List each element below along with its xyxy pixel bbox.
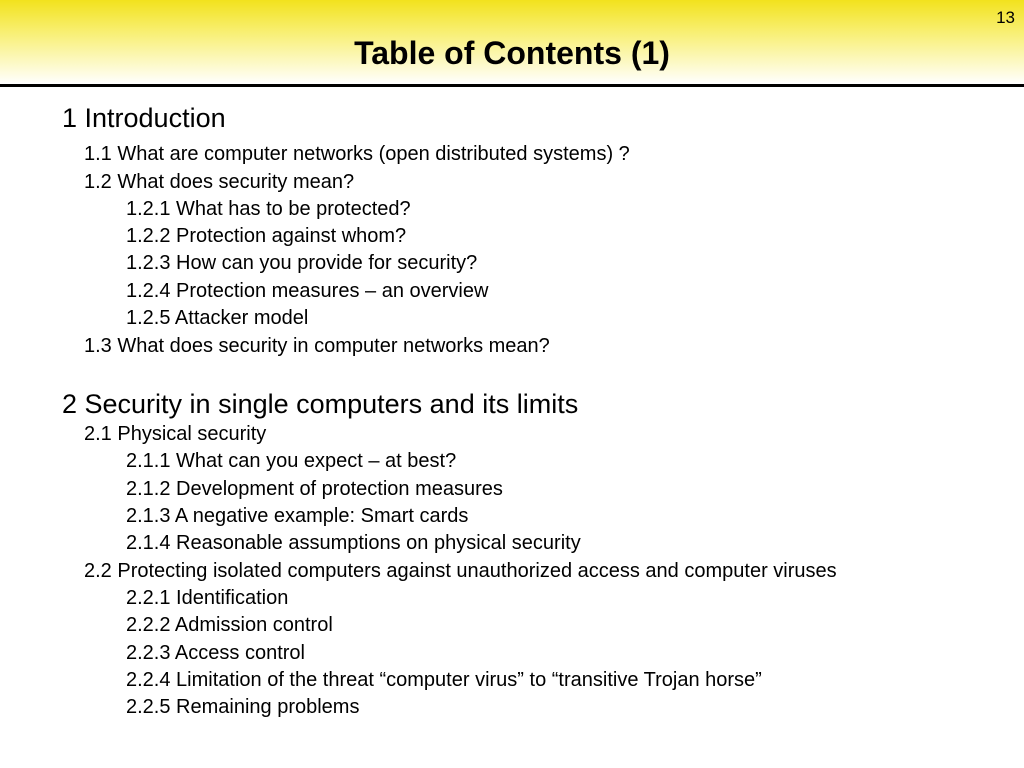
toc-section-1-3: 1.3 What does security in computer networks mean?	[84, 335, 550, 357]
toc-subsection-2-2-1: 2.2.1 Identification	[126, 587, 289, 609]
toc-subsection-1-2-5: 1.2.5 Attacker model	[126, 307, 309, 329]
slide-title: Table of Contents (1)	[354, 35, 670, 71]
toc-subsection-1-2-4: 1.2.4 Protection measures – an overview	[126, 280, 489, 302]
toc-subsection-2-2-4: 2.2.4 Limitation of the threat “computer virus” to “transitive Trojan horse”	[126, 669, 762, 691]
toc-subsection-2-2-3: 2.2.3 Access control	[126, 642, 305, 664]
toc-chapter-2: 2 Security in single computers and its limits	[62, 389, 579, 419]
toc-subsection-2-2-2: 2.2.2 Admission control	[126, 614, 333, 636]
toc-subsection-2-1-2: 2.1.2 Development of protection measures	[126, 478, 503, 500]
toc-section-2-1: 2.1 Physical security	[84, 423, 267, 445]
toc-subsection-2-1-4: 2.1.4 Reasonable assumptions on physical security	[126, 532, 581, 554]
toc-subsection-2-2-5: 2.2.5 Remaining problems	[126, 696, 360, 718]
toc-subsection-1-2-2: 1.2.2 Protection against whom?	[126, 225, 407, 247]
toc-subsection-2-1-1: 2.1.1 What can you expect – at best?	[126, 450, 457, 472]
toc-subsection-1-2-3: 1.2.3 How can you provide for security?	[126, 252, 478, 274]
toc-section-2-2: 2.2 Protecting isolated computers against unauthorized access and computer viruses	[84, 560, 837, 582]
toc-section-1-1: 1.1 What are computer networks (open distributed systems) ?	[84, 143, 630, 165]
page-number: 13	[996, 8, 1015, 27]
toc-subsection-2-1-3: 2.1.3 A negative example: Smart cards	[126, 505, 469, 527]
toc-subsection-1-2-1: 1.2.1 What has to be protected?	[126, 198, 411, 220]
toc-section-1-2: 1.2 What does security mean?	[84, 171, 355, 193]
toc-chapter-1: 1 Introduction	[62, 103, 226, 133]
